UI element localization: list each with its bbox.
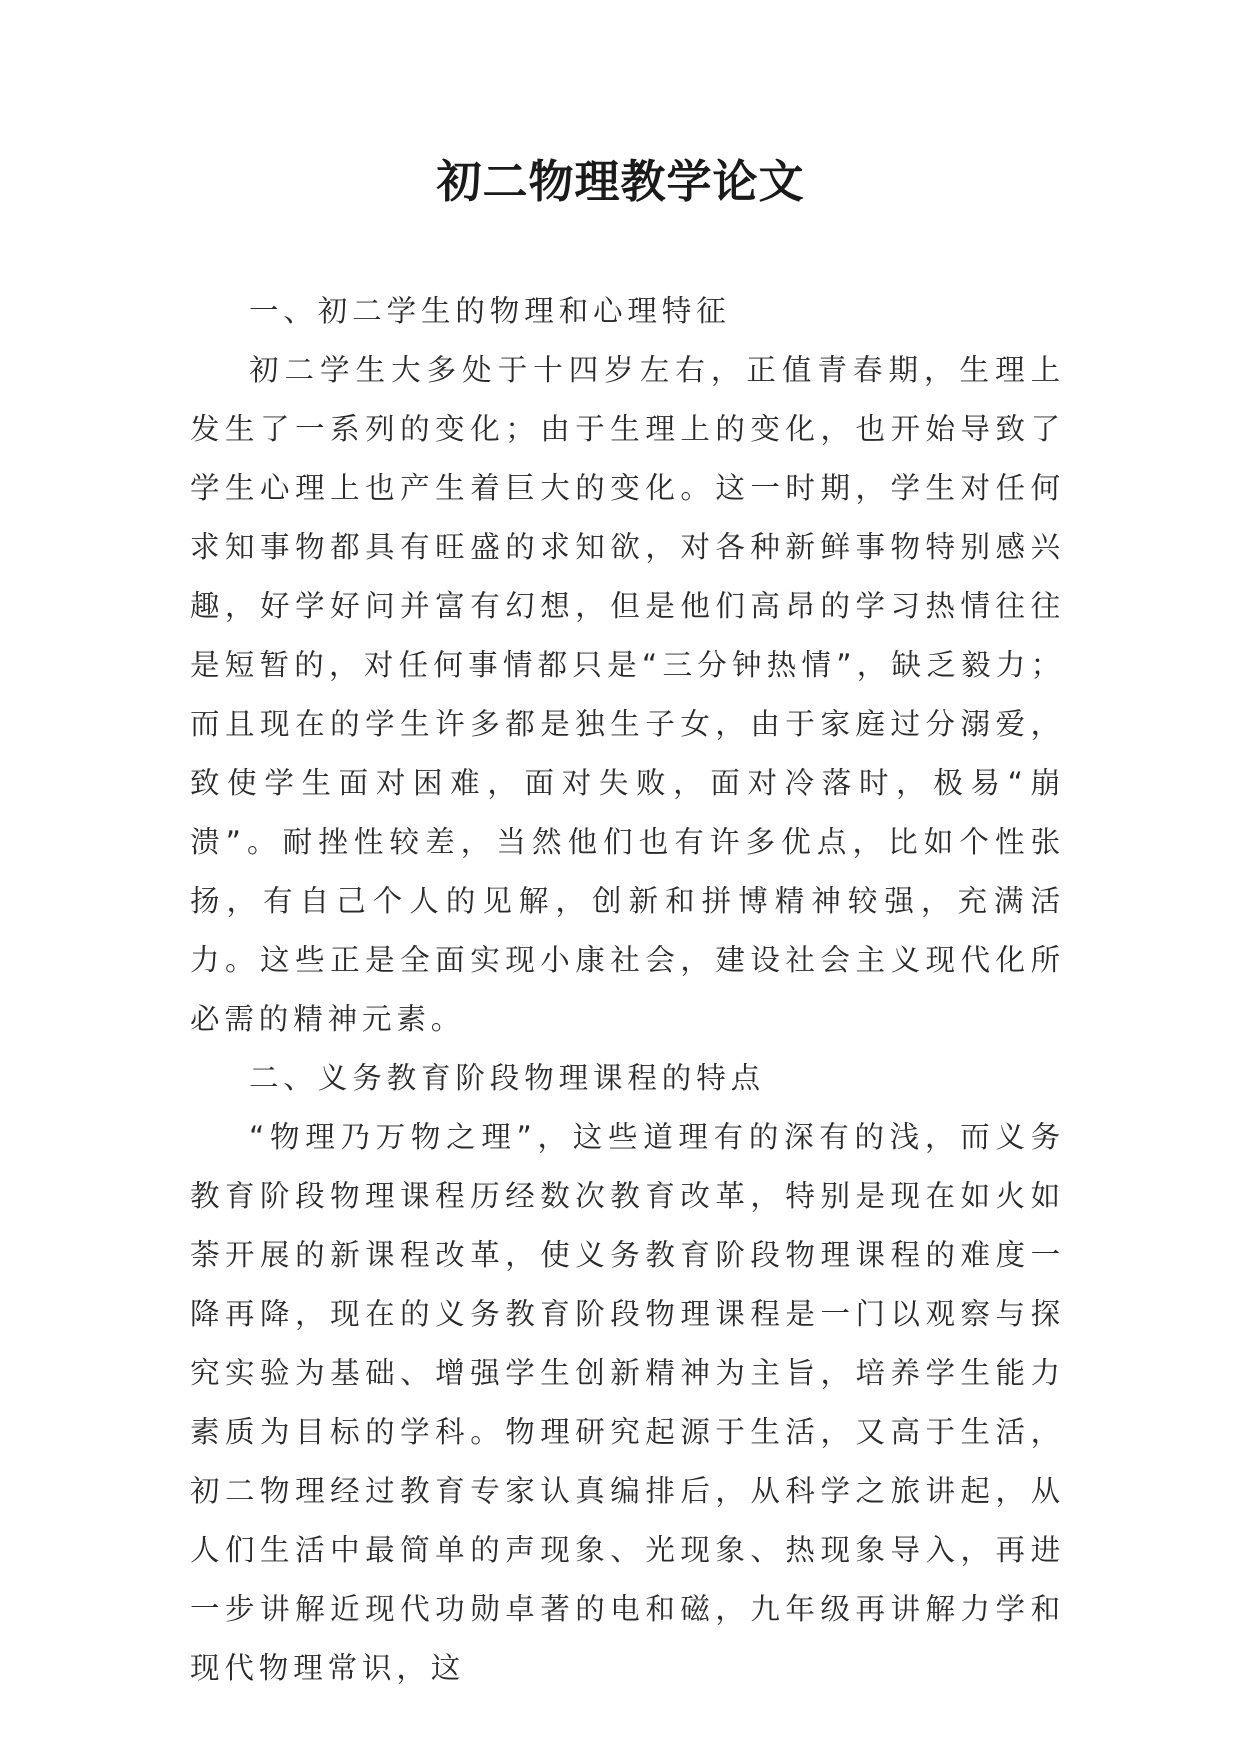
paragraph-1: 初二学生大多处于十四岁左右，正值青春期，生理上发生了一系列的变化；由于生理上的变化，也开始导致了学生心理上也产生着巨大的变化。这一时期，学生对任何求知事物都具有旺盛的求知欲，对各种新鲜事物特别感兴趣，好学好问并富有幻想，但是他们高昂的学习热情往往是短暂的，对任何事情都只是“三分钟热情”，缺乏毅力；而且现在的学生许多都是独生子女，由于家庭过分溺爱，致使学生面对困难，面对失败，面对冷落时，极易“崩溃”。耐挫性较差，当然他们也有许多优点，比如个性张扬，有自己个人的见解，创新和拼博精神较强，充满活力。这些正是全面实现小康社会，建设社会主义现代化所必需的精神元素。 [190, 353, 1065, 1036]
document-body [190, 282, 1065, 1698]
section-heading-2: 二、义务教育阶段物理课程的特点 [249, 1061, 766, 1095]
section-heading-1: 一、初二学生的物理和心理特征 [249, 294, 731, 328]
document-title: 初二物理教学论文 [436, 155, 805, 208]
paragraph-2: “物理乃万物之理”，这些道理有的深有的浅，而义务教育阶段物理课程历经数次教育改革，特别是现在如火如荼开展的新课程改革，使义务教育阶段物理课程的难度一降再降，现在的义务教育阶段物理课程是一门以观察与探究实验为基础、增强学生创新精神为主旨，培养学生能力素质为目标的学科。物理研究起源于生活，又高于生活，初二物理经过教育专家认真编排后，从科学之旅讲起，从人们生活中最简单的声现象、光现象、热现象导入，再进一步讲解近现代功勋卓著的电和磁，九年级再讲解力学和现代物理常识，这 [190, 1120, 1065, 1685]
